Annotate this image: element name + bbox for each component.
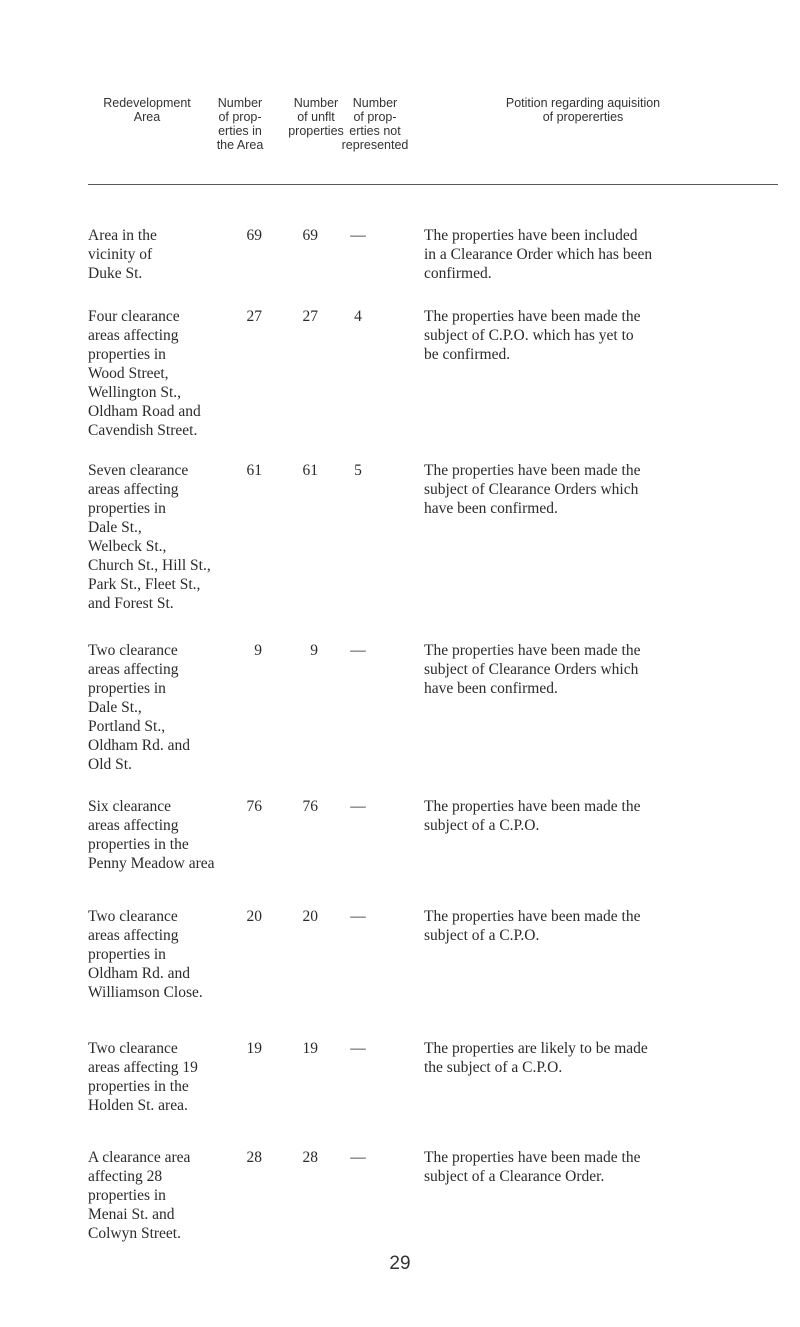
row-num-unfit: 27 (302, 308, 318, 325)
row-position: The properties have been made the subject of Clearance Orders which have been confirmed. (424, 642, 641, 697)
row-num-unfit: 61 (302, 462, 318, 479)
row-position: The properties have been made the subject of Clearance Orders which have been confirmed. (424, 462, 641, 517)
header-position: Potition regarding aquisition of propererties (505, 96, 661, 124)
row-num-properties: 19 (246, 1040, 262, 1057)
row-area: A clearance area affecting 28 properties in Menai St. and Colwyn Street. (88, 1149, 191, 1242)
row-area: Seven clearance areas affecting properties in Dale St., Welbeck St., Church St., Hill St., Park St., Fleet St., and Forest St. (88, 462, 211, 612)
row-area: Four clearance areas affecting properties in Wood Street, Wellington St., Oldham Road and Cavendish Street. (88, 308, 201, 439)
row-num-properties: 27 (246, 308, 262, 325)
header-number-unfit: Number of unflt properties (288, 96, 344, 138)
row-num-unfit: 19 (302, 1040, 318, 1057)
row-area: Area in the vicinity of Duke St. (88, 227, 157, 282)
row-position: The properties have been included in a Clearance Order which has been confirmed. (424, 227, 653, 282)
row-num-unfit: 28 (302, 1149, 318, 1166)
row-num-unfit: 20 (302, 908, 318, 925)
row-num-not-represented: 4 (354, 308, 362, 325)
row-position: The properties have been made the subject of C.P.O. which has yet to be confirmed. (424, 308, 641, 363)
header-area: Redevelopment Area (103, 96, 191, 124)
row-position: The properties are likely to be made the subject of a C.P.O. (424, 1040, 648, 1076)
row-num-properties: 76 (246, 798, 262, 815)
row-num-properties: 20 (246, 908, 262, 925)
row-num-not-represented: 5 (354, 462, 362, 479)
row-position: The properties have been made the subject of a C.P.O. (424, 798, 641, 834)
row-num-not-represented: — (350, 1149, 366, 1166)
row-num-not-represented: — (350, 642, 366, 659)
page-number: 29 (389, 1253, 411, 1274)
row-area: Two clearance areas affecting properties in Dale St., Portland St., Oldham Rd. and Old St. (88, 642, 191, 773)
row-num-not-represented: — (350, 908, 366, 925)
row-num-unfit: 76 (302, 798, 318, 815)
header-number-of-properties: Number of prop- erties in the Area (216, 96, 264, 152)
row-num-unfit: 9 (310, 642, 318, 659)
row-area: Two clearance areas affecting properties in Oldham Rd. and Williamson Close. (88, 908, 203, 1001)
row-num-not-represented: — (350, 227, 366, 244)
row-num-unfit: 69 (302, 227, 318, 244)
row-area: Two clearance areas affecting 19 properties in the Holden St. area. (88, 1040, 198, 1114)
header-number-not-represented: Number of prop- erties not represented (341, 96, 409, 152)
row-num-not-represented: — (350, 1040, 366, 1057)
row-position: The properties have been made the subject of a C.P.O. (424, 908, 641, 944)
row-position: The properties have been made the subject of a Clearance Order. (424, 1149, 641, 1185)
header-divider (88, 184, 778, 185)
row-area: Six clearance areas affecting properties in the Penny Meadow area (88, 798, 215, 872)
row-num-not-represented: — (350, 798, 366, 815)
row-num-properties: 28 (246, 1149, 262, 1166)
row-num-properties: 9 (254, 642, 262, 659)
row-num-properties: 61 (246, 462, 262, 479)
row-num-properties: 69 (246, 227, 262, 244)
